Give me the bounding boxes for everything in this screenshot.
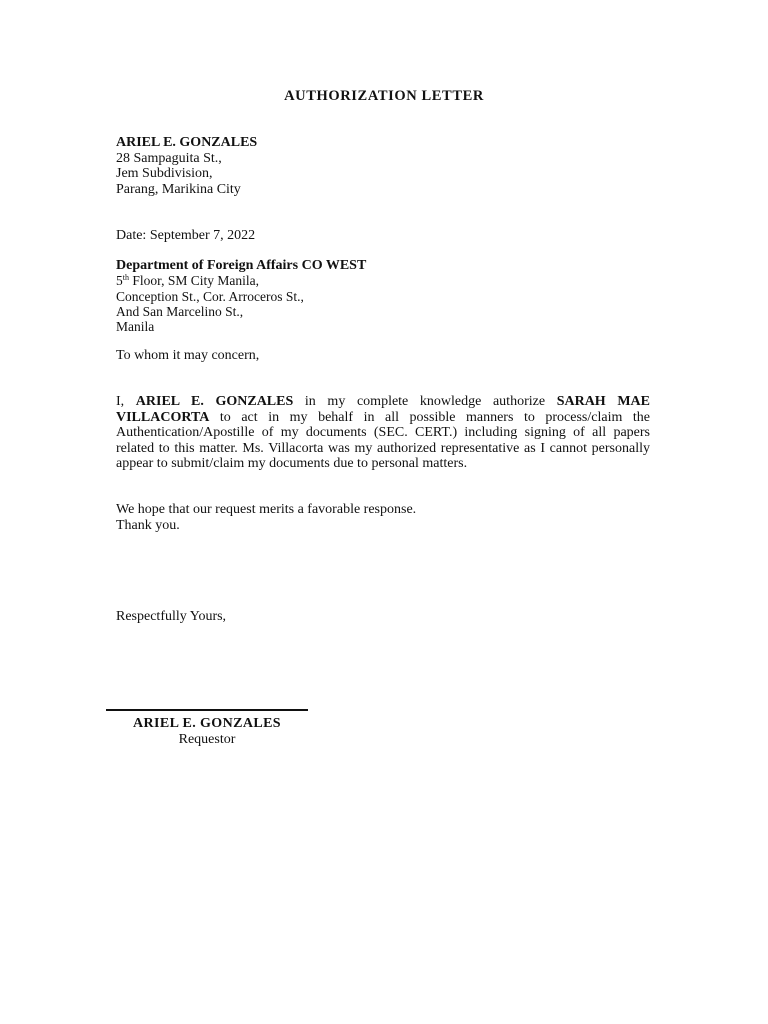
signatory-role: Requestor <box>178 732 236 747</box>
recipient-name: Department of Foreign Affairs CO WEST <box>116 258 367 273</box>
sender-address-line-2: Jem Subdivision, <box>116 166 213 181</box>
recipient-block <box>116 258 366 334</box>
body-paragraph <box>116 394 650 472</box>
body-prefix: I, <box>116 394 136 409</box>
authorized-name: SARAH MAE VILLACORTA <box>116 394 650 425</box>
closing-line-1: We hope that our request merits a favorable response. <box>116 502 417 517</box>
recipient-address-line-2: Conception St., Cor. Arroceros St., <box>116 288 304 304</box>
sender-address-line-3: Parang, Marikina City <box>116 181 241 197</box>
signatory-name: ARIEL E. GONZALES <box>132 716 281 731</box>
letter-date: Date: September 7, 2022 <box>116 228 256 243</box>
signature-block <box>106 716 308 748</box>
authorizer-name: ARIEL E. GONZALES <box>135 394 294 409</box>
salutation: To whom it may concern, <box>116 348 260 363</box>
signature-line <box>106 709 308 711</box>
floor-address-rest: Floor, SM City Manila, <box>128 273 259 289</box>
sender-block <box>116 135 257 197</box>
body-rest: to act in my behalf in all possible manners to process/claim the Authentication/Apostille of my documents (SEC. CERT.) including signing of all papers related to this matter. Ms. Villacorta was my authorized representative as I cannot personally appear to submit/claim my documents due to personal matters. <box>116 409 650 471</box>
floor-number: 5 <box>116 273 123 289</box>
closing-block <box>116 502 416 533</box>
letter-title: AUTHORIZATION LETTER <box>284 88 484 104</box>
closing-line-2: Thank you. <box>116 517 180 533</box>
floor-ordinal-suffix: th <box>122 273 129 283</box>
sender-name: ARIEL E. GONZALES <box>116 135 258 150</box>
recipient-address-line-3: And San Marcelino St., <box>116 303 244 319</box>
recipient-address-line-4: Manila <box>116 319 155 335</box>
body-middle: in my complete knowledge authorize <box>293 394 557 409</box>
recipient-address-line-1 <box>116 273 366 288</box>
sender-address-line-1: 28 Sampaguita St., <box>116 150 222 166</box>
valediction: Respectfully Yours, <box>116 609 227 624</box>
